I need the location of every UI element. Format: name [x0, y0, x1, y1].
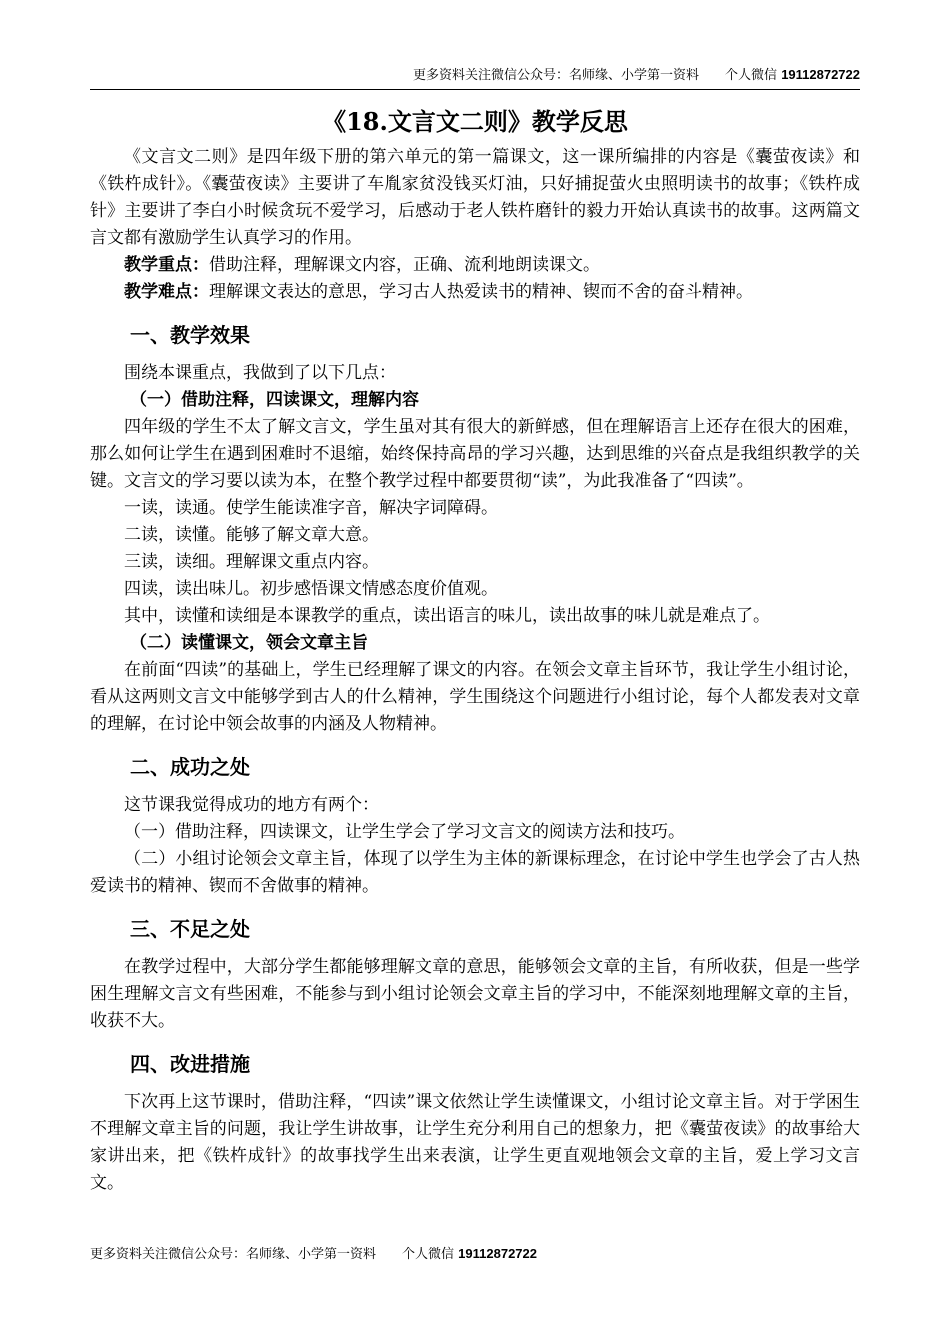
- section-heading-effect: 一、教学效果: [130, 323, 250, 347]
- header-wechat-number: 19112872722: [781, 67, 860, 82]
- key-point-line: [90, 252, 860, 279]
- improvements-paragraph: 下次再上这节课时，借助注释，“四读”课文依然让学生读懂课文，小组讨论文章主旨。对于学困生不理解文章主旨的问题，我让学生讲故事，让学生充分利用自己的想象力，把《囊萤夜读》的故事给大家讲出来，把《铁杵成针》的故事找学生出来表演，让学生更直观地领会文章的主旨，爱上学习文言文。: [90, 1092, 860, 1193]
- section1-lead: 围绕本课重点，我做到了以下几点：: [124, 363, 396, 383]
- success-item-2: （二）小组讨论领会文章主旨，体现了以学生为主体的新课标理念，在讨论中学生也学会了古人热爱读书的精神、锲而不舍做事的精神。: [90, 849, 860, 896]
- success-item-1: （一）借助注释，四读课文，让学生学会了学习文言文的阅读方法和技巧。: [124, 822, 685, 842]
- page-header: [90, 66, 860, 90]
- four-readings-paragraph: 四年级的学生不太了解文言文，学生虽对其有很大的新鲜感，但在理解语言上还存在很大的困难，那么如何让学生在遇到困难时不退缩，始终保持高昂的学习兴趣，达到思维的兴奋点是我组织教学的关键。文言文的学习要以读为本，在整个教学过程中都要贯彻“读”，为此我准备了“四读”。: [90, 417, 860, 491]
- footer-wechat-number: 19112872722: [458, 1246, 537, 1261]
- page-footer: [90, 1245, 537, 1264]
- reading-item: 一读，读通。使学生能读准字音，解决字词障碍。: [124, 498, 498, 518]
- intro-paragraph: 《文言文二则》是四年级下册的第六单元的第一篇课文，这一课所编排的内容是《囊萤夜读》和《铁杵成针》。《囊萤夜读》主要讲了车胤家贫没钱买灯油，只好捕捉萤火虫照明读书的故事；《铁杵成针》主要讲了李白小时候贪玩不爱学习，后感动于老人铁杵磨针的毅力开始认真读书的故事。这两篇文言文都有激励学生认真学习的作用。: [90, 147, 860, 248]
- footer-wechat-label: 个人微信: [402, 1247, 455, 1262]
- document-title: 《18.文言文二则》教学反思: [322, 107, 628, 136]
- footer-promo-text: 更多资料关注微信公众号：名师缘、小学第一资料: [90, 1247, 377, 1262]
- difficulty-line: [90, 279, 860, 306]
- main-idea-paragraph: 在前面“四读”的基础上，学生已经理解了课文的内容。在领会文章主旨环节，我让学生小组讨论，看从这两则文言文中能够学到古人的什么精神，学生围绕这个问题进行小组讨论，每个人都发表对文章的理解，在讨论中领会故事的内涵及人物精神。: [90, 660, 860, 734]
- subheading-main-idea: （二）读懂课文，领会文章主旨: [130, 633, 368, 653]
- section2-lead: 这节课我觉得成功的地方有两个：: [124, 795, 379, 815]
- header-promo-text: 更多资料关注微信公众号：名师缘、小学第一资料: [413, 68, 700, 83]
- section-heading-success: 二、成功之处: [130, 755, 250, 779]
- reading-item: 三读，读细。理解课文重点内容。: [124, 552, 379, 572]
- readings-summary: 其中，读懂和读细是本课教学的重点，读出语言的味儿，读出故事的味儿就是难点了。: [124, 606, 770, 626]
- section-heading-improvements: 四、改进措施: [130, 1052, 250, 1076]
- reading-item: 二读，读懂。能够了解文章大意。: [124, 525, 379, 545]
- difficulty-text: 理解课文表达的意思，学习古人热爱读书的精神、锲而不舍的奋斗精神。: [209, 282, 753, 302]
- document-body: [90, 104, 860, 1197]
- reading-item: 四读，读出味儿。初步感悟课文情感态度价值观。: [124, 579, 498, 599]
- shortcomings-paragraph: 在教学过程中，大部分学生都能够理解文章的意思，能够领会文章的主旨，有所收获，但是一些学困生理解文言文有些困难，不能参与到小组讨论领会文章主旨的学习中，不能深刻地理解文章的主旨，收获不大。: [90, 957, 860, 1031]
- header-wechat-label: 个人微信: [725, 68, 778, 83]
- key-point-text: 借助注释，理解课文内容，正确、流利地朗读课文。: [209, 255, 600, 275]
- section-heading-shortcomings: 三、不足之处: [130, 917, 250, 941]
- subheading-four-readings: （一）借助注释，四读课文，理解内容: [130, 390, 419, 410]
- key-point-label: 教学重点：: [124, 255, 209, 275]
- difficulty-label: 教学难点：: [124, 282, 209, 302]
